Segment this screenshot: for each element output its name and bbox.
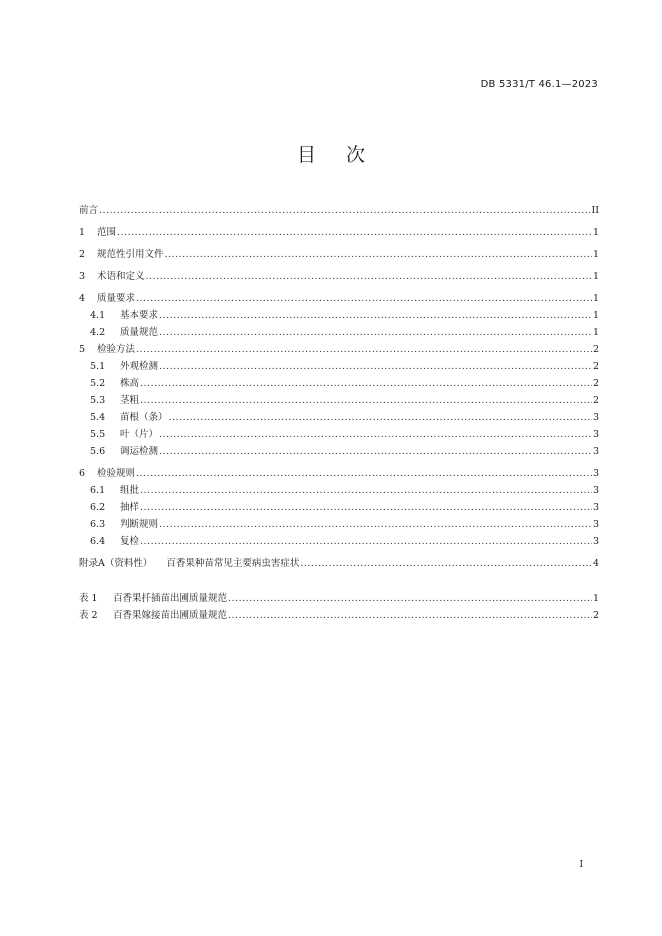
table-entry-label: 百香果嫁接苗出圃质量规范 bbox=[113, 610, 228, 621]
toc-entry-1[interactable] bbox=[79, 224, 599, 241]
leader-dots bbox=[300, 555, 592, 572]
table-entry-number: 表 2 bbox=[79, 610, 98, 621]
toc-entry-label: 检验方法 bbox=[97, 344, 136, 355]
toc-entry-page: 3 bbox=[592, 536, 599, 547]
toc-entry-page: 2 bbox=[592, 361, 599, 372]
toc-entry-page: 3 bbox=[592, 429, 599, 440]
toc-entry-number: 5.2 bbox=[90, 378, 106, 389]
toc-entry-label: 判断规则 bbox=[120, 519, 159, 530]
leader-dots bbox=[99, 202, 590, 219]
leader-dots bbox=[136, 341, 592, 358]
toc-entry-number: 5.4 bbox=[90, 412, 106, 423]
toc-entry-label: 检验规则 bbox=[97, 468, 136, 479]
toc-entry-number: 4 bbox=[79, 293, 86, 304]
leader-dots bbox=[140, 499, 592, 516]
toc-entry-number: 3 bbox=[79, 271, 86, 282]
toc-entry-6-3[interactable] bbox=[79, 516, 599, 533]
toc-entry-label: 百香果种苗常见主要病虫害症状 bbox=[166, 558, 300, 569]
toc-entry-5-1[interactable] bbox=[79, 358, 599, 375]
toc-entry-number: 6 bbox=[79, 468, 86, 479]
toc-entry-page: 2 bbox=[592, 378, 599, 389]
toc-entry-page: 4 bbox=[592, 558, 599, 569]
toc-entry-page: 2 bbox=[592, 395, 599, 406]
leader-dots bbox=[159, 307, 592, 324]
toc-entry-number: 5.5 bbox=[90, 429, 106, 440]
table-entry-2[interactable] bbox=[79, 607, 599, 624]
toc-entry-label: 质量要求 bbox=[97, 293, 136, 304]
toc-entry-3[interactable] bbox=[79, 268, 599, 285]
leader-dots bbox=[159, 358, 592, 375]
leader-dots bbox=[159, 516, 592, 533]
toc-entry-label: 规范性引用文件 bbox=[97, 249, 164, 260]
toc-entry-label: 茎粗 bbox=[120, 395, 140, 406]
toc-entry-page: II bbox=[591, 205, 599, 216]
toc-entry-6-4[interactable] bbox=[79, 533, 599, 550]
toc-entry-label: 叶（片） bbox=[120, 429, 159, 440]
leader-dots bbox=[159, 426, 592, 443]
toc-entry-number: 6.2 bbox=[90, 502, 106, 513]
leader-dots bbox=[169, 409, 592, 426]
leader-dots bbox=[136, 465, 592, 482]
toc-entry-6-2[interactable] bbox=[79, 499, 599, 516]
toc-entry-6-1[interactable] bbox=[79, 482, 599, 499]
toc-entry-5-2[interactable] bbox=[79, 375, 599, 392]
toc-entry-number: 附录A（资料性） bbox=[79, 558, 153, 569]
toc-entry-number: 5.6 bbox=[90, 446, 106, 457]
toc-entry-number: 4.1 bbox=[90, 310, 106, 321]
toc-entry-number: 2 bbox=[79, 249, 86, 260]
toc-entry-label: 范围 bbox=[97, 227, 117, 238]
toc-entry-page: 2 bbox=[592, 344, 599, 355]
page-number: I bbox=[579, 860, 583, 870]
leader-dots bbox=[228, 590, 592, 607]
toc-entry-annex-a[interactable] bbox=[79, 555, 599, 572]
toc-entry-page: 3 bbox=[592, 468, 599, 479]
toc-entry-label: 术语和定义 bbox=[97, 271, 145, 282]
toc-entry-number: 4.2 bbox=[90, 327, 106, 338]
toc-entry-label: 组批 bbox=[120, 485, 140, 496]
toc-entry-page: 1 bbox=[592, 249, 599, 260]
table-of-contents bbox=[79, 202, 599, 572]
page-title: 目次 bbox=[296, 144, 395, 166]
leader-dots bbox=[228, 607, 592, 624]
table-entry-number: 表 1 bbox=[79, 593, 98, 604]
toc-entry-number: 6.3 bbox=[90, 519, 106, 530]
toc-entry-5-6[interactable] bbox=[79, 443, 599, 460]
leader-dots bbox=[159, 443, 592, 460]
toc-entry-foreword[interactable] bbox=[79, 202, 599, 219]
leader-dots bbox=[159, 324, 592, 341]
toc-entry-5-5[interactable] bbox=[79, 426, 599, 443]
leader-dots bbox=[140, 392, 592, 409]
toc-entry-label: 复检 bbox=[120, 536, 140, 547]
toc-entry-page: 3 bbox=[592, 446, 599, 457]
toc-entry-page: 1 bbox=[592, 327, 599, 338]
toc-entry-number: 1 bbox=[79, 227, 86, 238]
leader-dots bbox=[146, 268, 592, 285]
toc-entry-5-3[interactable] bbox=[79, 392, 599, 409]
toc-entry-5-4[interactable] bbox=[79, 409, 599, 426]
leader-dots bbox=[165, 246, 592, 263]
table-entry-label: 百香果扦插苗出圃质量规范 bbox=[113, 593, 228, 604]
toc-entry-page: 1 bbox=[592, 310, 599, 321]
toc-entry-label: 株高 bbox=[120, 378, 140, 389]
toc-entry-page: 3 bbox=[592, 412, 599, 423]
toc-entry-number: 5 bbox=[79, 344, 86, 355]
table-entry-page: 1 bbox=[592, 593, 599, 604]
toc-entry-number: 5.3 bbox=[90, 395, 106, 406]
toc-entry-label: 前言 bbox=[79, 205, 99, 216]
toc-entry-label: 抽样 bbox=[120, 502, 140, 513]
toc-entry-page: 3 bbox=[592, 502, 599, 513]
leader-dots bbox=[117, 224, 592, 241]
toc-entry-number: 6.1 bbox=[90, 485, 106, 496]
toc-entry-page: 3 bbox=[592, 485, 599, 496]
document-code: DB 5331/T 46.1—2023 bbox=[480, 79, 598, 90]
toc-entry-2[interactable] bbox=[79, 246, 599, 263]
toc-entry-label: 外观检测 bbox=[120, 361, 159, 372]
toc-entry-number: 6.4 bbox=[90, 536, 106, 547]
toc-entry-page: 1 bbox=[592, 271, 599, 282]
toc-entry-4[interactable] bbox=[79, 290, 599, 307]
toc-entry-label: 质量规范 bbox=[120, 327, 159, 338]
toc-entry-page: 1 bbox=[592, 293, 599, 304]
toc-entry-label: 苗根（条） bbox=[120, 412, 168, 423]
toc-entry-page: 1 bbox=[592, 227, 599, 238]
toc-entry-4-1[interactable] bbox=[79, 307, 599, 324]
table-entry-page: 2 bbox=[592, 610, 599, 621]
toc-entry-page: 3 bbox=[592, 519, 599, 530]
toc-entry-5[interactable] bbox=[79, 341, 599, 358]
list-of-tables bbox=[79, 590, 599, 624]
toc-entry-label: 调运检测 bbox=[120, 446, 159, 457]
table-entry-1[interactable] bbox=[79, 590, 599, 607]
leader-dots bbox=[136, 290, 592, 307]
leader-dots bbox=[140, 375, 592, 392]
toc-entry-number: 5.1 bbox=[90, 361, 106, 372]
toc-entry-6[interactable] bbox=[79, 465, 599, 482]
toc-entry-label: 基本要求 bbox=[120, 310, 159, 321]
toc-entry-4-2[interactable] bbox=[79, 324, 599, 341]
leader-dots bbox=[140, 533, 592, 550]
leader-dots bbox=[140, 482, 592, 499]
